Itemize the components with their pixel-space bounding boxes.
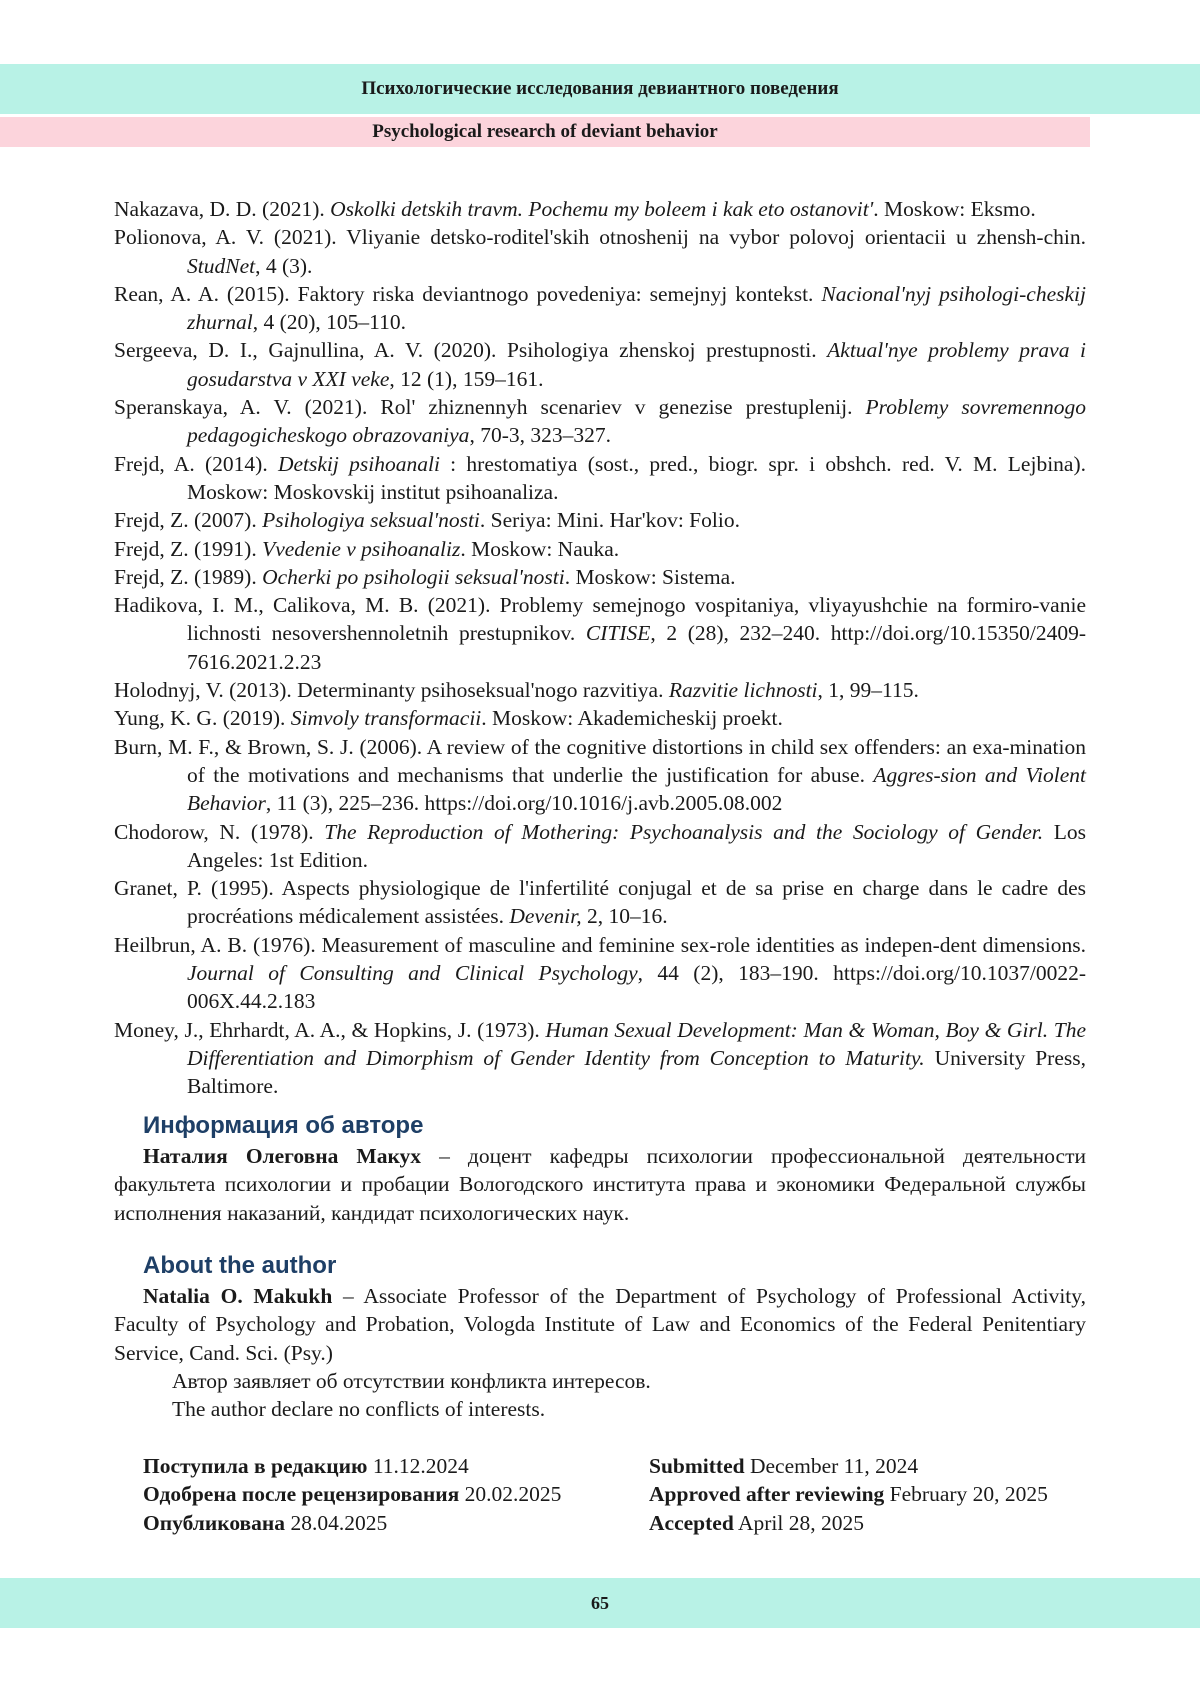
date-published-ru: Опубликована 28.04.2025	[143, 1510, 388, 1535]
date-approved-en: Approved after reviewing February 20, 2025	[649, 1482, 1048, 1507]
author-bio-en: Natalia O. Makukh – Associate Professor of the Department of Psychology of Professional Activity, Faculty of Psychology and Probation, Vologda Institute of Law and Economics of the Federal Penitentiary Service, Cand. Sci. (Psy.)	[114, 1284, 1087, 1365]
page-number: 65	[591, 1592, 609, 1613]
page-footer	[0, 1578, 1200, 1628]
dates-en	[649, 1452, 1048, 1537]
date-accepted-en: Accepted April 28, 2025	[649, 1510, 864, 1535]
author-heading-en: About the author	[143, 1252, 337, 1279]
reference-item: Yung, K. G. (2019). Simvoly transformacii. Moskow: Akademicheskij proekt.	[114, 706, 783, 731]
author-name-ru: Наталия Олеговна Макух	[143, 1144, 422, 1168]
reference-item: Heilbrun, A. B. (1976). Measurement of masculine and feminine sex-role identities as indepen-dent dimensions. Journal of Consulting and Clinical Psychology, 44 (2), 183–190. https://doi.org/10.1037/0022-006X.44.2.183	[114, 932, 1086, 1014]
reference-item: Holodnyj, V. (2013). Determinanty psihoseksual'nogo razvitiya. Razvitie lichnosti, 1, 99–115.	[114, 678, 919, 703]
journal-title-ru: Психологические исследования девиантного поведения	[361, 78, 839, 99]
author-info-ru	[114, 1110, 1086, 1227]
reference-item: Sergeeva, D. I., Gajnullina, A. V. (2020). Psihologiya zhenskoj prestupnosti. Aktual'nye problemy prava i gosudarstva v XXI veke, 12 (1), 159–161.	[114, 338, 1087, 391]
reference-item: Burn, M. F., & Brown, S. J. (2006). A review of the cognitive distortions in child sex offenders: an exa-mination of the motivations and mechanisms that underlie the justification for abuse. Aggres-sion and Violent Behavior, 11 (3), 225–236. https://doi.org/10.1016/j.avb.2005.08.002	[114, 734, 1086, 816]
reference-item: Frejd, A. (2014). Detskij psihoanali : hrestomatiya (sost., pred., biogr. spr. i obshch. red. V. M. Lejbina). Moskow: Moskovskij institut psihoanaliza.	[114, 451, 1086, 504]
date-submitted-en: Submitted December 11, 2024	[649, 1454, 919, 1478]
journal-title-en: Psychological research of deviant behavior	[372, 121, 718, 142]
author-bio-ru: Наталия Олеговна Макух – доцент кафедры психологии профессиональной деятельности факультета психологии и пробации Вологодского института права и экономики Федеральной службы исполнения наказаний, кандидат психологических наук.	[114, 1144, 1086, 1225]
reference-item: Polionova, A. V. (2021). Vliyanie detsko-roditel'skih otnoshenij na vybor polovoj orientacii u zhensh-chin. StudNet, 4 (3).	[114, 225, 1086, 278]
reference-list	[114, 195, 1086, 1101]
reference-item: Granet, P. (1995). Aspects physiologique de l'infertilité conjugal et de sa prise en charge dans le cadre des procréations médicalement assistées. Devenir, 2, 10–16.	[114, 876, 1086, 929]
reference-item: Money, J., Ehrhardt, A. A., & Hopkins, J. (1973). Human Sexual Development: Man & Woman, Boy & Girl. The Differentiation and Dimorphism of Gender Identity from Conception to Maturity. University Press, Baltimore.	[114, 1017, 1086, 1099]
date-submitted-ru: Поступила в редакцию 11.12.2024	[143, 1454, 469, 1478]
reference-item: Nakazava, D. D. (2021). Oskolki detskih travm. Pochemu my boleem i kak eto ostanovit'. Moskow: Eksmo.	[114, 197, 1036, 221]
dates-ru	[143, 1452, 561, 1537]
reference-item: Rean, A. A. (2015). Faktory riska deviantnogo povedeniya: semejnyj kontekst. Nacional'nyj psihologi-cheskij zhurnal, 4 (20), 105–110.	[114, 281, 1086, 335]
conflict-statement-ru: Автор заявляет об отсутствии конфликта интересов.	[172, 1368, 651, 1393]
conflict-statement-en: The author declare no conflicts of interests.	[172, 1397, 546, 1422]
author-info-en	[114, 1250, 1086, 1423]
reference-item: Hadikova, I. M., Calikova, M. B. (2021). Problemy semejnogo vospitaniya, vliyayushchie na formiro-vanie lichnosti nesovershennoletnih prestupnikov. CITISE, 2 (28), 232–240. http://doi.org/10.15350/2409-7616.2021.2.23	[114, 593, 1086, 674]
date-approved-ru: Одобрена после рецензирования 20.02.2025	[143, 1482, 562, 1507]
reference-item: Frejd, Z. (2007). Psihologiya seksual'nosti. Seriya: Mini. Har'kov: Folio.	[114, 508, 740, 533]
journal-header-en	[0, 117, 1090, 147]
author-name-en: Natalia O. Makukh	[143, 1284, 333, 1308]
reference-item: Frejd, Z. (1989). Ocherki po psihologii seksual'nosti. Moskow: Sistema.	[114, 564, 736, 589]
author-heading-ru: Информация об авторе	[143, 1112, 424, 1139]
journal-header-ru	[0, 64, 1200, 114]
reference-item: Frejd, Z. (1991). Vvedenie v psihoanaliz. Moskow: Nauka.	[114, 536, 620, 561]
reference-item: Chodorow, N. (1978). The Reproduction of Mothering: Psychoanalysis and the Sociology of Gender. Los Angeles: 1st Edition.	[114, 819, 1087, 872]
reference-item: Speranskaya, A. V. (2021). Rol' zhiznennyh scenariev v genezise prestuplenij. Problemy sovremennogo pedagogicheskogo obrazovaniya, 70-3, 323–327.	[114, 395, 1086, 448]
